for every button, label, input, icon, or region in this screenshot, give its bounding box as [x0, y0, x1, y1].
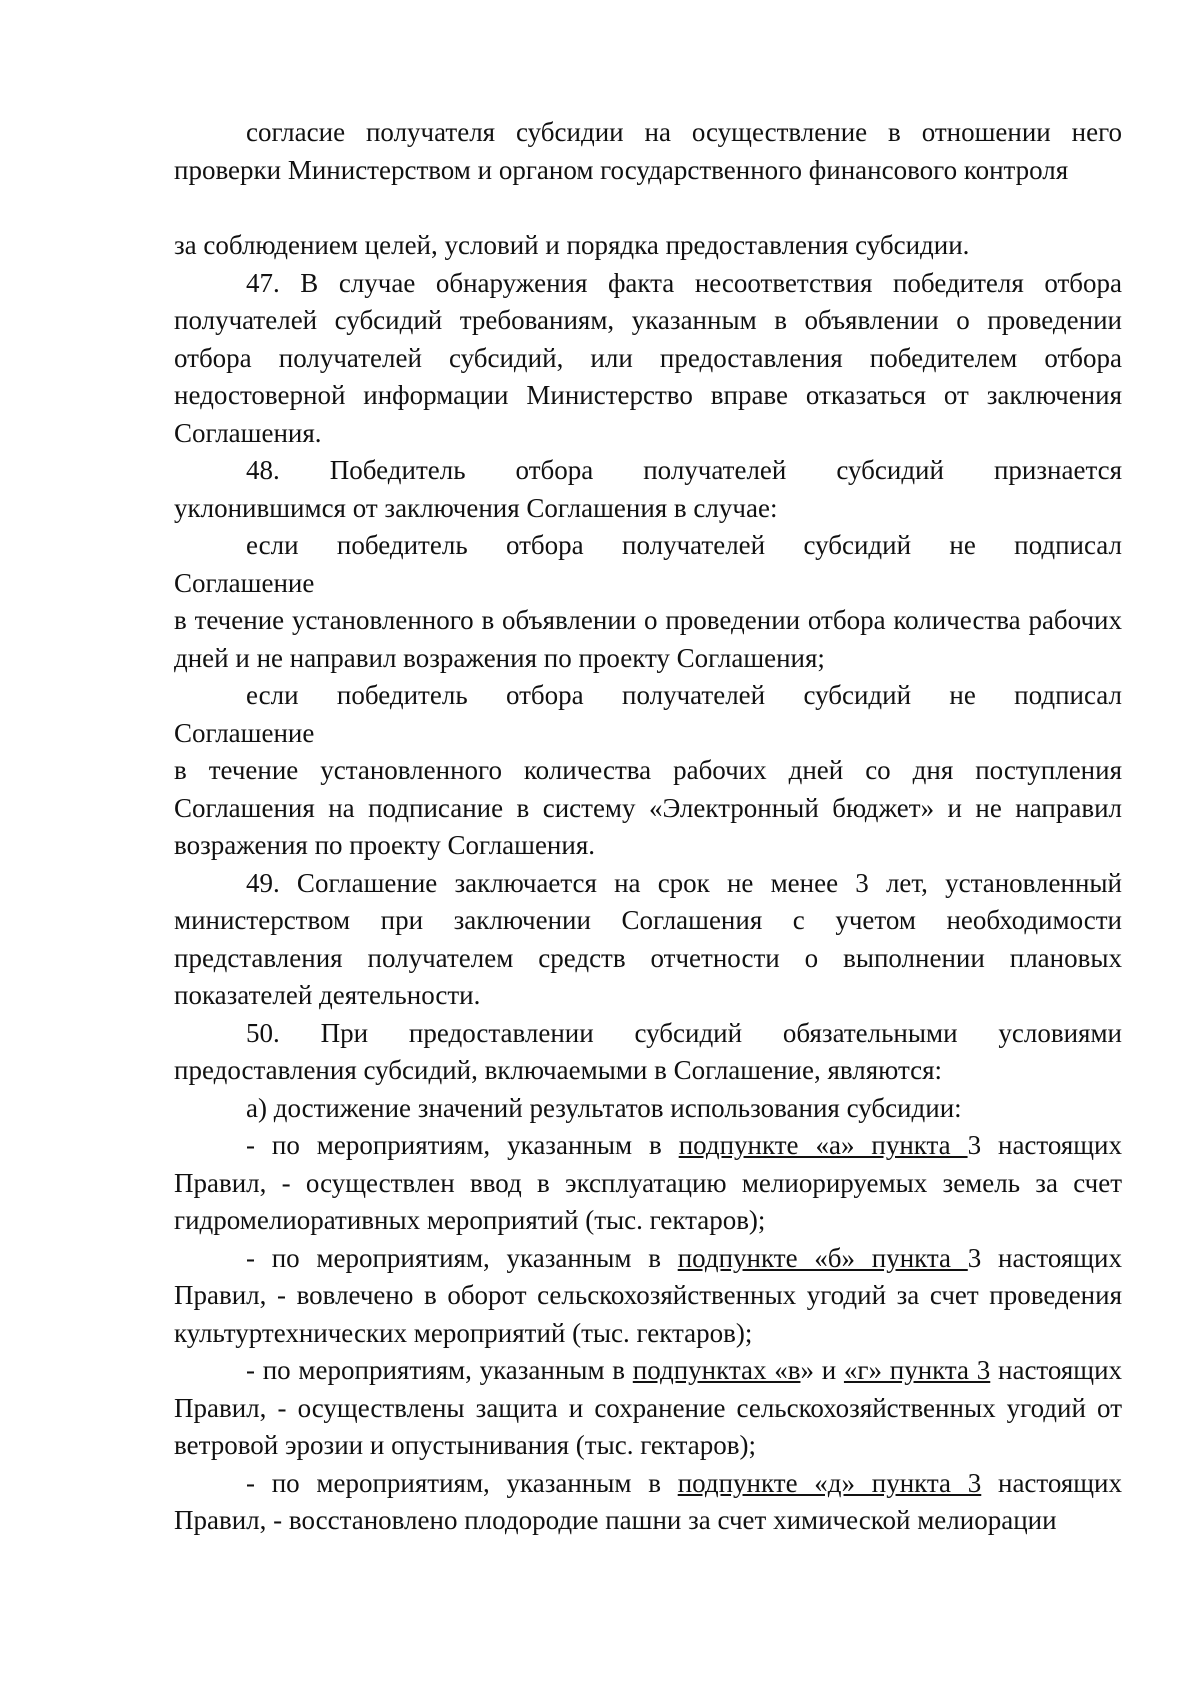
link-subpoint-v[interactable]: подпунктах «в: [632, 1355, 801, 1385]
link-subpoint-a[interactable]: подпункте «а» пункта: [678, 1130, 968, 1160]
paragraph-48-case-2-cont: в течение установленного количества рабочих дней со дня поступления Соглашения на подписание в систему «Электронный бюджет» и не направил возражения по проекту Соглашения.: [174, 755, 1122, 860]
list-item-d-post: настоящих Правил, - восстановлено плодородие пашни за счет химической мелиорации: [174, 1467, 1122, 1535]
list-item-v-g: [174, 1352, 1122, 1465]
list-item-b-pre: - по мероприятиям, указанным в: [246, 1242, 678, 1273]
paragraph-50-heading-cont: предоставления субсидий, включаемыми в Соглашение, являются:: [174, 1055, 942, 1085]
paragraph-50-heading: 50. При предоставлении субсидий обязательными условиями: [246, 1017, 1122, 1048]
paragraph-48-case-2: если победитель отбора получателей субсидий не подписал: [246, 680, 1122, 710]
list-item-d-pre: - по мероприятиям, указанным в: [246, 1467, 678, 1498]
paragraph-50-a: а) достижение значений результатов использования субсидии:: [246, 1092, 962, 1123]
document-body: [174, 114, 1122, 1540]
paragraph-49: 49. Соглашение заключается на срок не менее 3 лет, установленный министерством при заключении Соглашения с учетом необходимости представления получателем средств отчетности о выполнении плановых показателей деятельности.: [174, 867, 1122, 1010]
list-item-a-post: 3 настоящих Правил, - осуществлен ввод в эксплуатацию мелиорируемых земель за счет гидромелиоративных мероприятий (тыс. гектаров);: [174, 1130, 1123, 1235]
link-subpoint-d[interactable]: подпункте «д» пункта 3: [677, 1467, 982, 1498]
list-item-v-g-post: настоящих Правил, - осуществлены защита и сохранение сельскохозяйственных угодий от ветровой эрозии и опустынивания (тыс. гектаров);: [174, 1355, 1123, 1460]
paragraph-47: 47. В случае обнаружения факта несоответствия победителя отбора получателей субсидий требованиям, указанным в объявлении о проведении отбора получателей субсидий, или предоставления победителем отбора недостоверной информации Министерство вправе отказаться от заключения Соглашения.: [174, 267, 1122, 448]
list-item-a-pre: - по мероприятиям, указанным в: [246, 1130, 679, 1160]
paragraph-48-heading: 48. Победитель отбора получателей субсидий признается: [246, 455, 1122, 485]
list-item-a: [174, 1127, 1122, 1240]
paragraph-48-case-2-word: Соглашение: [174, 717, 315, 748]
list-item-v-g-pre: - по мероприятиям, указанным в: [246, 1355, 633, 1385]
paragraph-48-heading-cont: уклонившимся от заключения Соглашения в случае:: [174, 492, 778, 523]
paragraph-48-case-1: если победитель отбора получателей субсидий не подписал: [246, 530, 1122, 560]
link-subpoint-g[interactable]: «г» пункта 3: [843, 1355, 991, 1385]
list-item-b: [174, 1240, 1122, 1353]
list-item-d: [174, 1465, 1122, 1540]
paragraph-consent: согласие получателя субсидии на осуществление в отношении него проверки Министерством и органом государственного финансового контроля: [174, 117, 1122, 185]
paragraph-48-case-1-cont: в течение установленного в объявлении о проведении отбора количества рабочих дней и не направил возражения по проекту Соглашения;: [174, 605, 1122, 673]
paragraph-48-case-1-word: Соглашение: [174, 567, 315, 598]
list-item-v-g-mid: » и: [800, 1355, 844, 1385]
list-item-b-post: 3 настоящих Правил, - вовлечено в оборот сельскохозяйственных угодий за счет проведения культуртехнических мероприятий (тыс. гектаров);: [174, 1242, 1122, 1348]
paragraph-compliance: за соблюдением целей, условий и порядка предоставления субсидии.: [174, 230, 970, 260]
link-subpoint-b[interactable]: подпункте «б» пункта: [677, 1242, 968, 1273]
